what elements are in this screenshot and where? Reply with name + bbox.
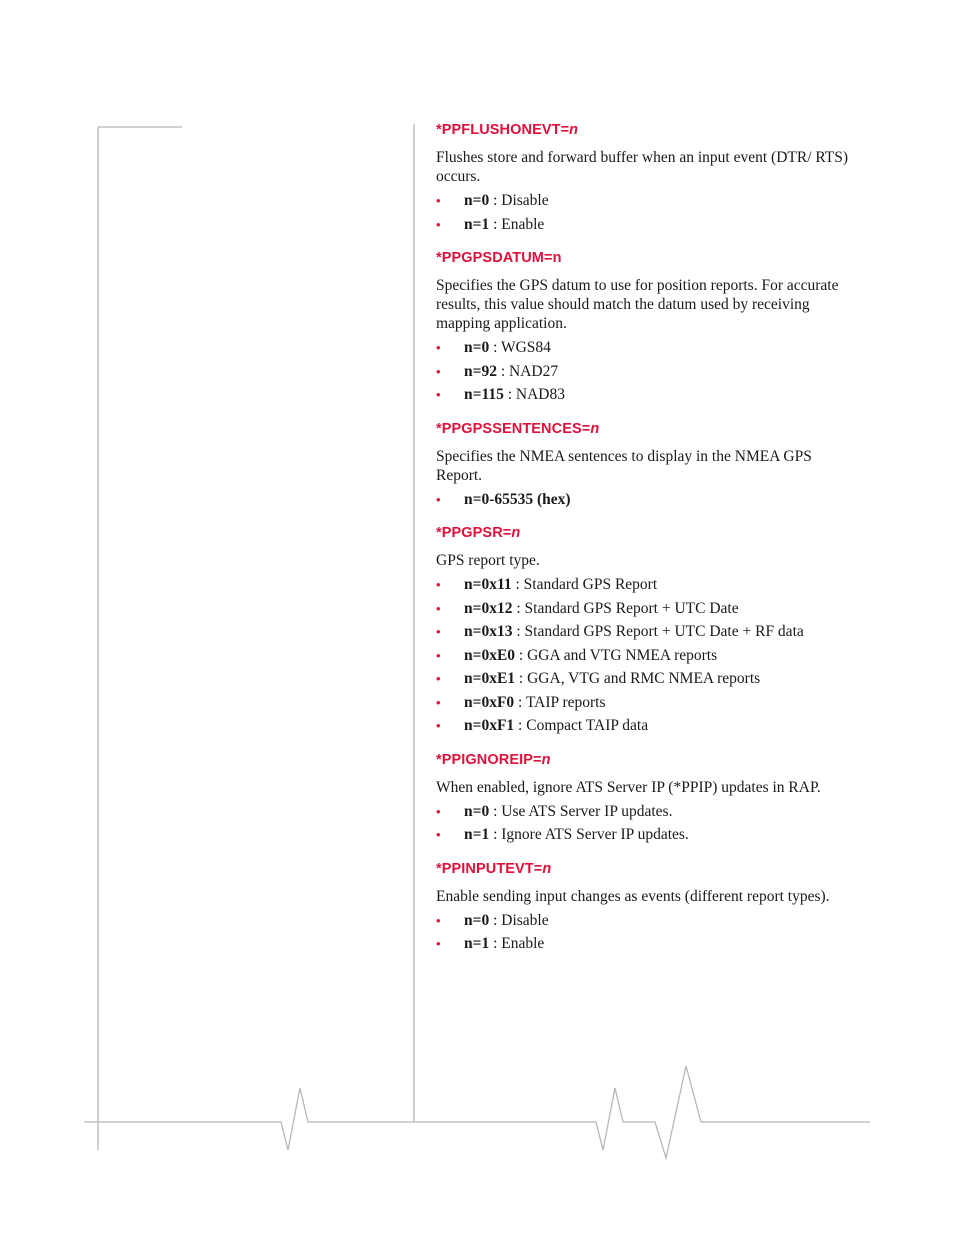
bullet-icon: • (436, 577, 441, 592)
command-section-5 (436, 861, 861, 956)
command-section-0 (436, 122, 861, 236)
command-parameter: n (552, 250, 562, 266)
option-separator: : (489, 911, 502, 929)
command-description: Specifies the NMEA sentences to display in the NMEA GPS Report. (436, 447, 812, 484)
command-name: *PPFLUSHONEVT= (436, 122, 570, 138)
option-list-item (436, 383, 861, 407)
option-list (436, 189, 861, 236)
command-heading (436, 421, 861, 437)
bullet-icon: • (436, 363, 441, 379)
command-parameter: n (511, 525, 521, 541)
option-list (436, 336, 861, 407)
option-code: n=0 (464, 802, 490, 820)
command-parameter: n (542, 860, 552, 877)
option-code: n=0xF1 (464, 717, 515, 734)
bullet-icon: • (436, 912, 441, 928)
command-parameter: n (541, 751, 551, 768)
option-separator: : (496, 362, 510, 380)
command-name: *PPGPSDATUM= (436, 250, 553, 266)
option-code: n=0 (464, 911, 490, 929)
option-list-item (436, 620, 861, 644)
option-code: n=92 (464, 362, 497, 380)
option-code: n=0 (464, 192, 490, 209)
option-code: n=0xE0 (464, 646, 516, 664)
command-description: GPS report type. (436, 552, 540, 569)
bullet-icon: • (436, 193, 441, 208)
option-separator: : (512, 623, 525, 640)
option-code: n=0x11 (464, 576, 512, 593)
option-separator: : (514, 693, 526, 711)
command-name: *PPINPUTEVT= (436, 860, 543, 877)
command-description: Enable sending input changes as events (different report types). (436, 887, 830, 905)
option-list-item (436, 597, 861, 621)
bullet-icon: • (436, 694, 441, 710)
option-code: n=0 (464, 339, 490, 356)
option-text: NAD27 (509, 362, 559, 380)
option-separator: : (512, 599, 525, 617)
main-content (436, 122, 861, 970)
option-separator: : (489, 215, 502, 233)
option-text: Disable (501, 192, 549, 209)
option-text: Compact TAIP data (526, 717, 649, 734)
option-text: Enable (501, 215, 545, 233)
option-code: n=115 (464, 386, 504, 403)
option-list-item (436, 360, 861, 384)
command-parameter: n (590, 420, 600, 437)
command-heading (436, 752, 861, 768)
option-code: n=1 (464, 935, 490, 952)
command-description: Specifies the GPS datum to use for position reports. For accurate results, this value should match the datum used by receiving mapping application. (436, 277, 839, 332)
option-list-item (436, 644, 861, 668)
option-list (436, 573, 861, 738)
bullet-icon: • (436, 803, 441, 819)
command-section-1 (436, 250, 861, 407)
bullet-icon: • (436, 624, 441, 639)
footer-rule-left (84, 1088, 414, 1150)
option-list-item (436, 488, 861, 512)
option-list (436, 488, 861, 512)
option-code: n=0x12 (464, 599, 513, 617)
bullet-icon: • (436, 936, 441, 951)
command-name: *PPGPSSENTENCES= (436, 420, 591, 437)
option-separator: : (503, 386, 516, 403)
option-separator: : (489, 192, 502, 209)
option-separator: : (514, 717, 527, 734)
command-name: *PPGPSR= (436, 525, 512, 541)
bullet-icon: • (436, 600, 441, 616)
command-heading (436, 525, 861, 541)
option-list-item (436, 714, 861, 738)
command-heading (436, 122, 861, 138)
bullet-icon: • (436, 671, 441, 686)
command-heading (436, 861, 861, 877)
bullet-icon: • (436, 718, 441, 733)
option-list-item (436, 336, 861, 360)
option-text: Use ATS Server IP updates. (501, 802, 673, 820)
footer-rule-right (414, 1066, 870, 1158)
option-code: n=1 (464, 215, 490, 233)
option-list-item (436, 667, 861, 691)
option-text: GGA and VTG NMEA reports (527, 646, 718, 664)
option-text: Standard GPS Report (523, 576, 658, 593)
option-separator: : (489, 935, 502, 952)
command-heading (436, 250, 861, 266)
bullet-icon: • (436, 340, 441, 355)
option-code: n=0-65535 (hex) (464, 490, 571, 508)
option-text: TAIP reports (525, 693, 606, 711)
option-separator: : (515, 646, 528, 664)
option-code: n=1 (464, 826, 490, 843)
bullet-icon: • (436, 647, 441, 663)
command-section-2 (436, 421, 861, 512)
option-separator: : (489, 339, 501, 356)
command-description: Flushes store and forward buffer when an input event (DTR/ RTS) occurs. (436, 149, 849, 185)
option-separator: : (515, 670, 528, 687)
option-list-item (436, 573, 861, 597)
option-separator: : (489, 826, 502, 843)
command-parameter: n (569, 122, 579, 138)
option-text: Disable (501, 911, 549, 929)
bullet-icon: • (436, 387, 441, 402)
option-text: Enable (501, 935, 545, 952)
option-code: n=0xE1 (464, 670, 516, 687)
option-list (436, 909, 861, 956)
option-text: GGA, VTG and RMC NMEA reports (527, 670, 761, 687)
option-text: NAD83 (515, 386, 566, 403)
option-list (436, 800, 861, 847)
option-text: WGS84 (500, 339, 551, 356)
option-list-item (436, 800, 861, 824)
command-section-4 (436, 752, 861, 847)
option-list-item (436, 909, 861, 933)
command-section-3 (436, 525, 861, 738)
option-text: Standard GPS Report + UTC Date (524, 599, 739, 617)
option-list-item (436, 213, 861, 237)
option-list-item (436, 932, 861, 956)
option-separator: : (489, 802, 502, 820)
bullet-icon: • (436, 827, 441, 842)
option-list-item (436, 189, 861, 213)
command-description: When enabled, ignore ATS Server IP (*PPIP) updates in RAP. (436, 778, 821, 796)
option-code: n=0xF0 (464, 693, 515, 711)
option-separator: : (511, 576, 524, 593)
bullet-icon: • (436, 491, 441, 507)
option-list-item (436, 823, 861, 847)
command-name: *PPIGNOREIP= (436, 751, 542, 768)
option-text: Standard GPS Report + UTC Date + RF data (524, 623, 804, 640)
option-list-item (436, 691, 861, 715)
bullet-icon: • (436, 216, 441, 232)
option-code: n=0x13 (464, 623, 513, 640)
option-text: Ignore ATS Server IP updates. (501, 826, 689, 843)
